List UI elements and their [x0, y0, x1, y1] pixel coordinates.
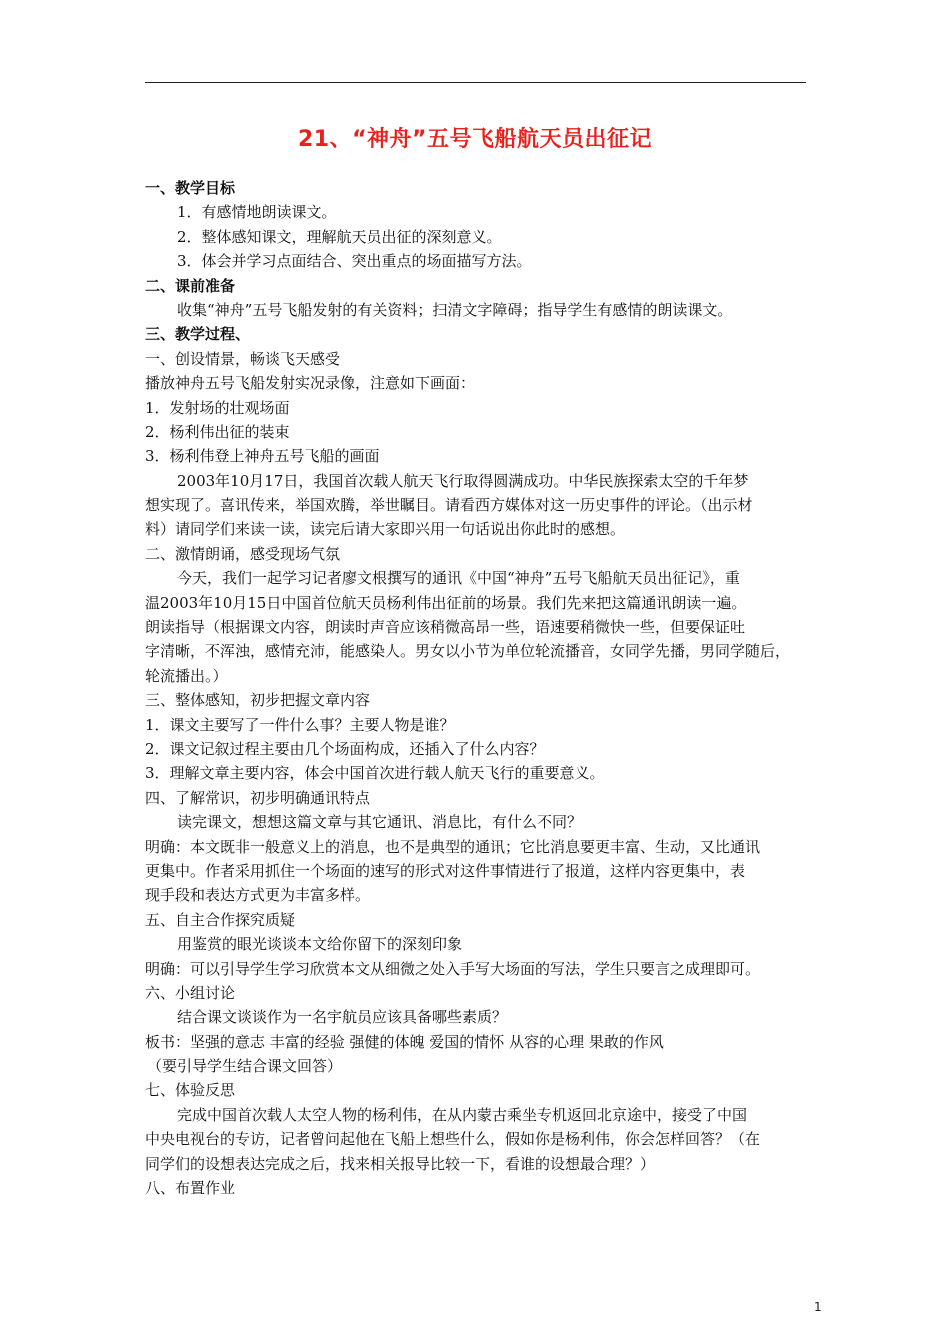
text-line: 读完课文，想想这篇文章与其它通讯、消息比，有什么不同？	[177, 813, 583, 832]
text-line: （要引导学生结合课文回答）	[147, 1057, 343, 1076]
text-line: 3．理解文章主要内容，体会中国首次进行载人航天飞行的重要意义。	[145, 764, 605, 783]
text-line: 五、自主合作探究质疑	[145, 910, 296, 929]
text-line: 播放神舟五号飞船发射实况录像，注意如下画面：	[145, 374, 476, 393]
text-line: 字清晰，不浑浊，感情充沛，能感染人。男女以小节为单位轮流播音，女同学先播，男同学随后，	[145, 642, 791, 661]
page-title: 21、“神舟”五号飞船航天员出征记	[297, 127, 653, 152]
text-line: 一、创设情景，畅谈飞天感受	[145, 349, 341, 368]
text-line: 1．有感情地朗读课文。	[177, 203, 337, 222]
text-line: 1．课文主要写了一件什么事？主要人物是谁？	[145, 715, 455, 734]
text-line: 料）请同学们来读一读，读完后请大家即兴用一句话说出你此时的感想。	[145, 520, 626, 539]
section-heading: 二、课前准备	[145, 276, 236, 295]
text-line: 2．整体感知课文，理解航天员出征的深刻意义。	[177, 227, 502, 246]
text-line: 更集中。作者采用抓住一个场面的速写的形式对这件事情进行了报道，这样内容更集中，表	[145, 861, 746, 880]
header-rule	[145, 82, 806, 83]
text-line: 二、激情朗诵，感受现场气氛	[145, 544, 341, 563]
text-line: 轮流播出。）	[145, 666, 228, 685]
text-line: 中央电视台的专访，记者曾问起他在飞船上想些什么，假如你是杨利伟，你会怎样回答？（在	[145, 1130, 761, 1149]
text-line: 板书：坚强的意志 丰富的经验 强健的体魄 爱国的情怀 从容的心理 果敢的作风	[145, 1032, 664, 1051]
text-line: 六、小组讨论	[145, 983, 236, 1002]
text-line: 3．杨利伟登上神舟五号飞船的画面	[145, 447, 380, 466]
text-line: 2003年10月17日，我国首次载人航天飞行取得圆满成功。中华民族探索太空的千年梦	[177, 471, 749, 490]
text-line: 明确：可以引导学生学习欣赏本文从细微之处入手写大场面的写法，学生只要言之成理即可。	[145, 959, 761, 978]
text-line: 温2003年10月15日中国首位航天员杨利伟出征前的场景。我们先来把这篇通讯朗读一遍。	[145, 593, 747, 612]
text-line: 收集“神舟”五号飞船发射的有关资料；扫清文字障碍；指导学生有感情的朗读课文。	[177, 300, 733, 319]
page-number: 1	[814, 1300, 822, 1314]
text-line: 七、体验反思	[145, 1081, 236, 1100]
section-heading: 三、教学过程、	[145, 325, 251, 344]
text-line: 同学们的设想表达完成之后，找来相关报导比较一下，看谁的设想最合理？）	[145, 1154, 656, 1173]
text-line: 八、布置作业	[145, 1179, 236, 1198]
text-line: 现手段和表达方式更为丰富多样。	[145, 886, 371, 905]
text-line: 今天，我们一起学习记者廖文根撰写的通讯《中国“神舟”五号飞船航天员出征记》，重	[177, 569, 740, 588]
text-line: 四、了解常识，初步明确通讯特点	[145, 788, 371, 807]
text-line: 明确：本文既非一般意义上的消息，也不是典型的通讯；它比消息要更丰富、生动，又比通讯	[145, 837, 761, 856]
text-line: 朗读指导（根据课文内容，朗读时声音应该稍微高昂一些，语速要稍微快一些，但要保证吐	[145, 618, 746, 637]
text-line: 完成中国首次载人太空人物的杨利伟，在从内蒙古乘坐专机返回北京途中，接受了中国	[177, 1105, 748, 1124]
text-line: 想实现了。喜讯传来，举国欢腾，举世瞩目。请看西方媒体对这一历史事件的评论。（出示材	[145, 496, 753, 515]
section-heading: 一、教学目标	[145, 179, 236, 197]
document-body	[145, 176, 825, 1200]
text-line: 结合课文谈谈作为一名宇航员应该具备哪些素质？	[177, 1008, 508, 1027]
text-line: 三、整体感知，初步把握文章内容	[145, 691, 371, 710]
text-line: 2．课文记叙过程主要由几个场面构成，还插入了什么内容？	[145, 739, 545, 758]
text-line: 用鉴赏的眼光谈谈本文给你留下的深刻印象	[177, 935, 463, 954]
text-line: 2．杨利伟出征的装束	[145, 422, 290, 441]
text-line: 1．发射场的壮观场面	[145, 398, 290, 417]
text-line: 3．体会并学习点面结合、突出重点的场面描写方法。	[177, 252, 532, 271]
